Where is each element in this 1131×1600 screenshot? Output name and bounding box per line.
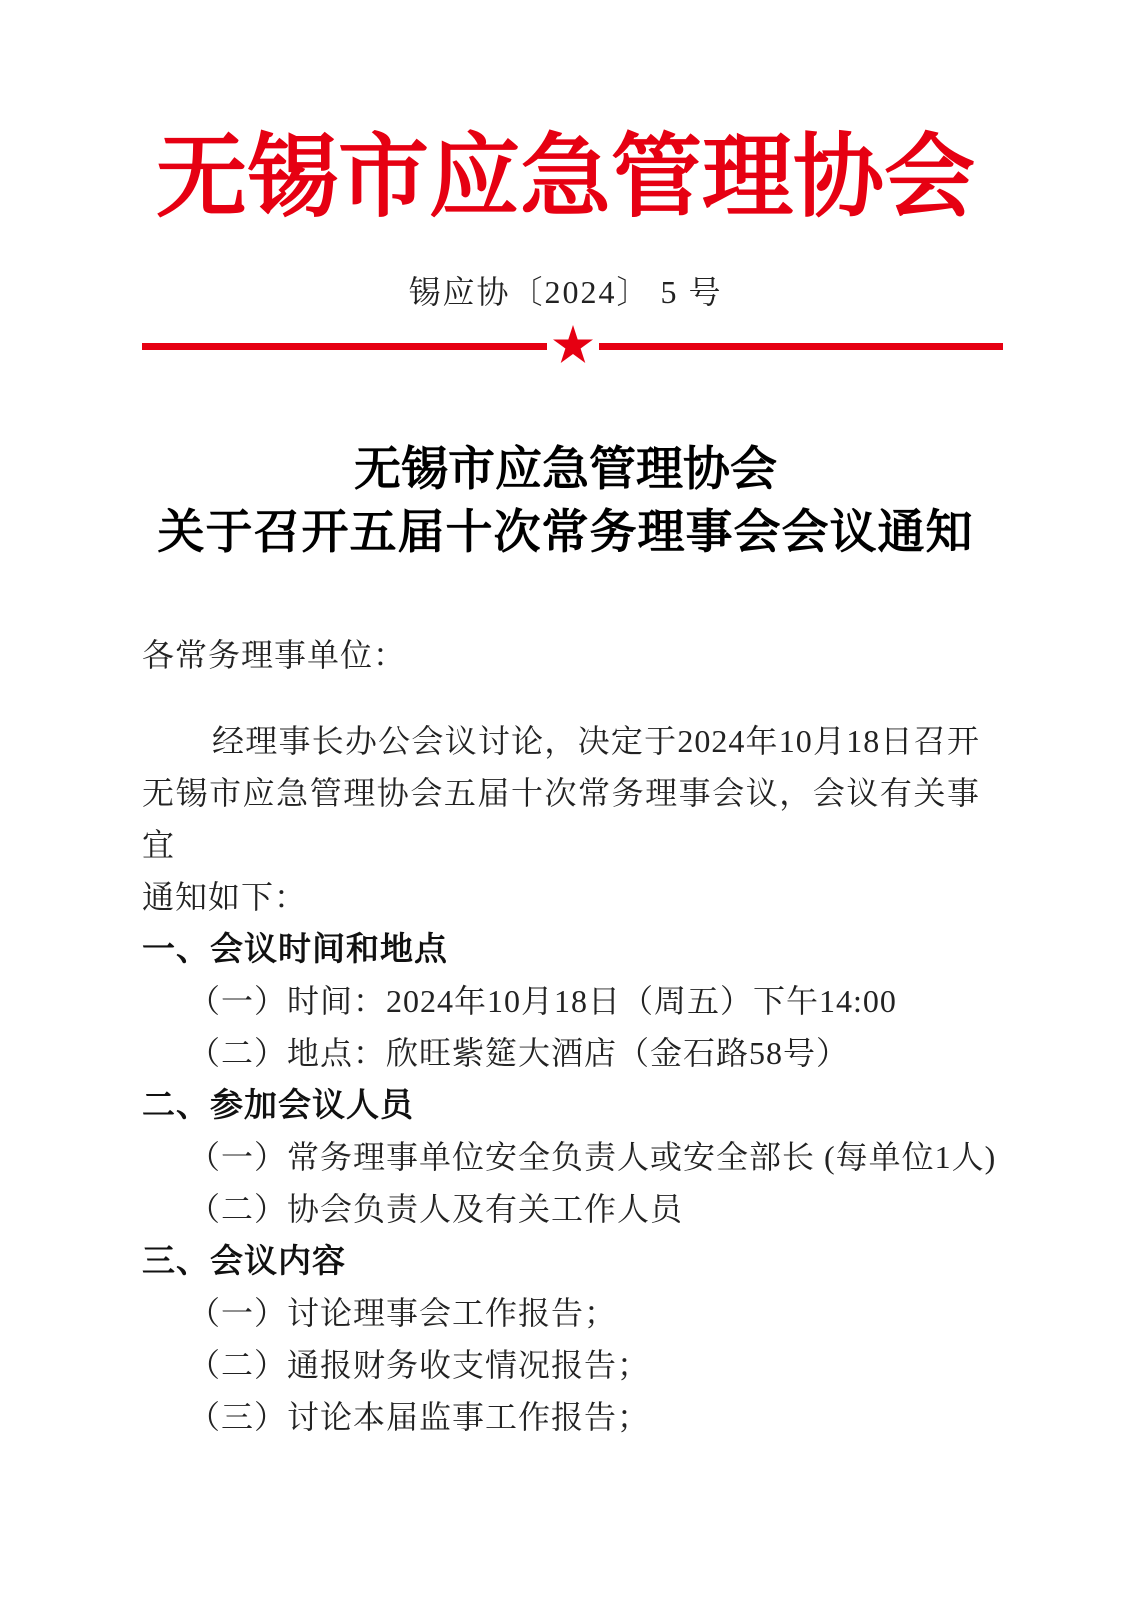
document-title-line2: 关于召开五届十次常务理事会会议通知 <box>157 507 974 559</box>
list-item: （二）通报财务收支情况报告； <box>188 1347 651 1383</box>
document-body <box>142 629 997 1443</box>
document-title-line1: 无锡市应急管理协会 <box>354 444 777 496</box>
letterhead-org-name: 无锡市应急管理协会 <box>155 127 975 228</box>
list-item: （一）时间：2024年10月18日（周五）下午14:00 <box>188 983 897 1019</box>
salutation: 各常务理事单位： <box>142 637 407 673</box>
divider-line-left <box>142 343 547 350</box>
list-item: （一）讨论理事会工作报告； <box>188 1295 618 1331</box>
section-heading-2: 二、参加会议人员 <box>142 1086 414 1123</box>
divider-line-right <box>599 343 1004 350</box>
document-title <box>0 444 1131 559</box>
list-item: （二）协会负责人及有关工作人员 <box>188 1191 684 1227</box>
section-heading-3: 三、会议内容 <box>142 1242 346 1279</box>
star-icon <box>551 324 595 368</box>
paragraph-line: 经理事长办公会议讨论，决定于2024年10月18日召开 <box>212 723 980 759</box>
section-heading-1: 一、会议时间和地点 <box>142 930 448 967</box>
red-divider <box>142 323 1003 369</box>
list-item: （三）讨论本届监事工作报告； <box>188 1399 651 1435</box>
list-item: （一）常务理事单位安全负责人或安全部长 (每单位1人) <box>188 1139 997 1175</box>
list-item: （二）地点：欣旺紫筵大酒店（金石路58号） <box>188 1035 850 1071</box>
doc-number: 锡应协〔2024〕 5 号 <box>408 274 723 310</box>
paragraph-line: 通知如下： <box>142 879 308 915</box>
opening-paragraph <box>142 715 980 923</box>
paragraph-line: 无锡市应急管理协会五届十次常务理事会议，会议有关事宜 <box>142 775 980 863</box>
